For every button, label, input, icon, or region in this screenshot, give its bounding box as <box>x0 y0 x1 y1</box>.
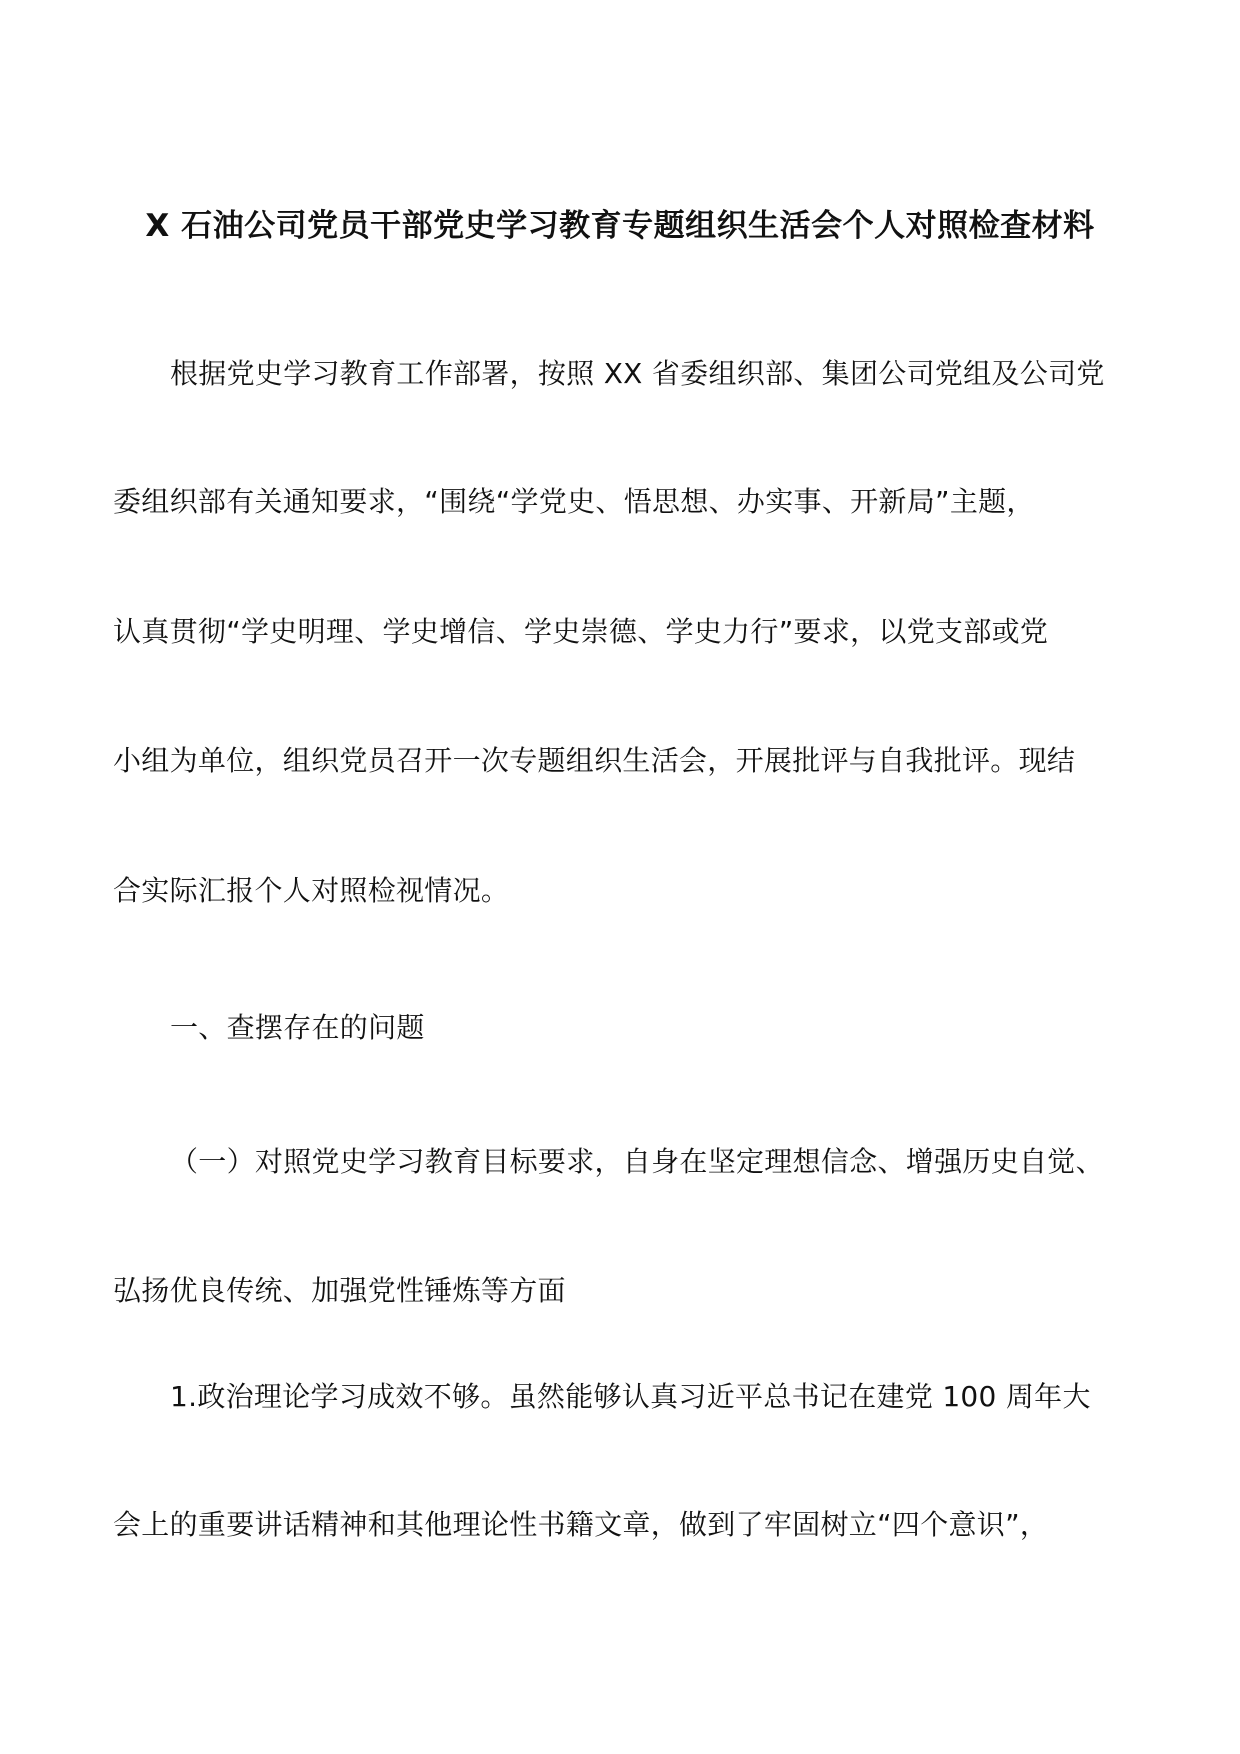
subsection-heading-line: 弘扬优良传统、加强党性锤炼等方面 <box>113 1274 566 1307</box>
paragraph-line: 会上的重要讲话精神和其他理论性书籍文章，做到了牢固树立“四个意识”， <box>113 1508 1049 1541</box>
document-title: X 石油公司党员干部党史学习教育专题组织生活会个人对照检查材料 <box>145 208 1095 244</box>
subsection-heading-line: （一）对照党史学习教育目标要求，自身在坚定理想信念、增强历史自觉、 <box>170 1145 1104 1178</box>
section-heading: 一、查摆存在的问题 <box>170 1011 425 1044</box>
paragraph-line: 小组为单位，组织党员召开一次专题组织生活会，开展批评与自我批评。现结 <box>113 744 1076 777</box>
paragraph-line: 认真贯彻“学史明理、学史增信、学史崇德、学史力行”要求，以党支部或党 <box>113 615 1049 648</box>
paragraph-line: 合实际汇报个人对照检视情况。 <box>113 874 510 907</box>
paragraph-line: 委组织部有关通知要求，“围绕“学党史、悟思想、办实事、开新局”主题， <box>113 485 1035 518</box>
paragraph-line: 1.政治理论学习成效不够。虽然能够认真习近平总书记在建党 100 周年大 <box>170 1380 1091 1413</box>
paragraph-line: 根据党史学习教育工作部署，按照 XX 省委组织部、集团公司党组及公司党 <box>170 357 1105 390</box>
